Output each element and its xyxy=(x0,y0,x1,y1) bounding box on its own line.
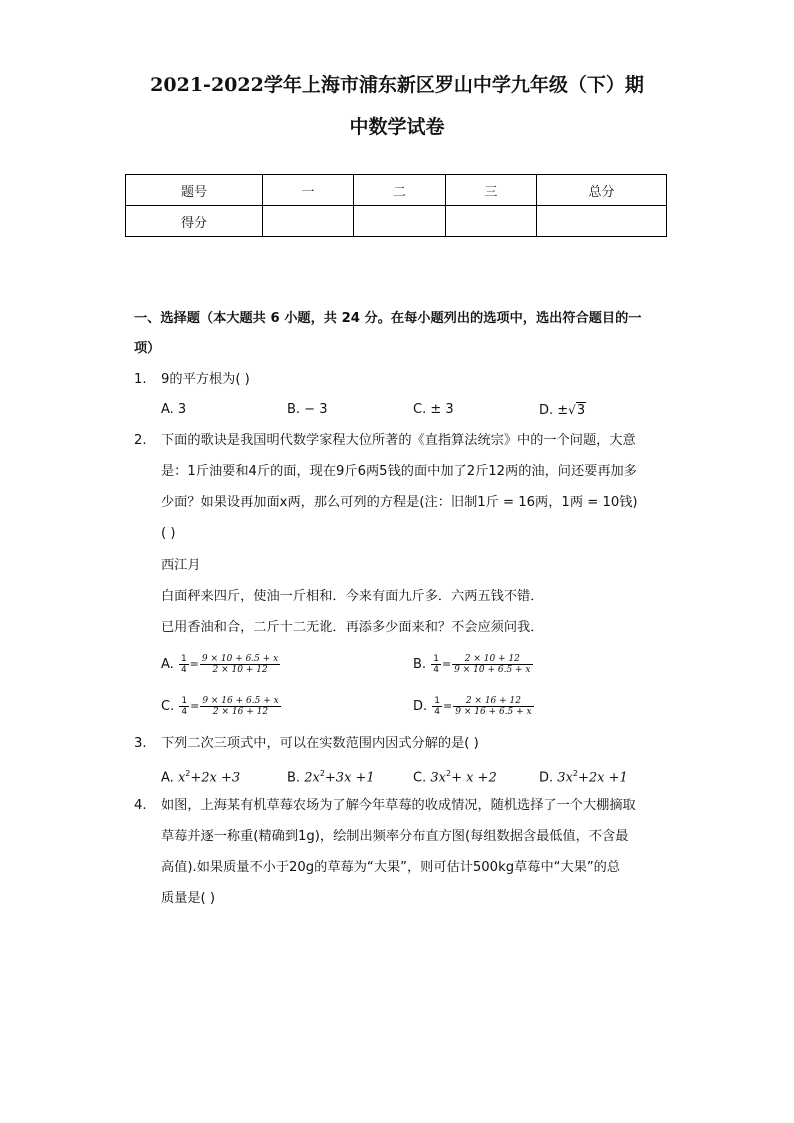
option-term: +2x +3 xyxy=(190,770,241,786)
fraction xyxy=(453,696,533,717)
question-2-line: ( ) xyxy=(161,526,176,541)
equals-sign: = xyxy=(189,657,199,671)
fraction-denominator: 4 xyxy=(433,665,439,675)
option-term: +3x +1 xyxy=(324,770,375,786)
fraction xyxy=(179,654,189,675)
page-title-line2: 中数学试卷 xyxy=(349,116,445,138)
score-cell-empty xyxy=(263,206,354,237)
score-header-cell: 总分 xyxy=(537,175,667,206)
score-header-cell: 二 xyxy=(354,175,446,206)
score-cell-empty xyxy=(446,206,537,237)
score-row-label: 得分 xyxy=(126,206,263,237)
fraction xyxy=(431,654,441,675)
fraction-numerator: 1 xyxy=(180,654,187,664)
question-number: 4. xyxy=(134,798,147,813)
q2-option-d xyxy=(413,696,535,717)
option-term: + x +2 xyxy=(451,770,497,786)
question-4-line: 草莓并逐一称重(精确到1g)，绘制出频率分布直方图(每组数据含最低值，不含最 xyxy=(161,829,629,844)
option-term: 2x xyxy=(304,770,320,786)
score-cell-empty xyxy=(537,206,667,237)
q1-option-d-radicand: 3 xyxy=(576,403,586,418)
poem-line: 已用香油和合，二斤十二无讹．再添多少面来和？不会应须问我． xyxy=(161,620,544,635)
q1-option-d-prefix: D. ± xyxy=(539,403,569,418)
option-label: D. xyxy=(539,770,554,786)
question-3-text: 下列二次三项式中，可以在实数范围内因式分解的是( ) xyxy=(161,736,479,751)
fraction xyxy=(432,696,442,717)
equals-sign: = xyxy=(441,657,452,671)
question-4-line: 高值).如果质量不小于20g的草莓为“大果”，则可估计500kg草莓中“大果”的总 xyxy=(161,860,621,875)
fraction-numerator: 2 × 16 + 12 xyxy=(453,696,533,707)
q2-option-c xyxy=(161,696,282,717)
page-title-line1: 2021-2022学年上海市浦东新区罗山中学九年级（下）期 xyxy=(150,74,644,96)
score-header-cell: 题号 xyxy=(126,175,263,206)
q3-option-d: D. $3x^2+2x +1$ xyxy=(539,769,628,786)
fraction-denominator: 4 xyxy=(180,665,187,675)
q1-option-c: C. ± 3 xyxy=(413,402,454,417)
question-1-text: 9的平方根为( ) xyxy=(161,372,250,387)
q1-option-d xyxy=(539,400,586,421)
fraction xyxy=(200,654,280,675)
question-number: 2. xyxy=(134,433,147,448)
score-header-cell: 三 xyxy=(446,175,537,206)
option-term: 3x xyxy=(430,770,446,786)
score-cell-empty xyxy=(354,206,446,237)
fraction xyxy=(179,696,189,717)
option-label: A. xyxy=(161,657,174,672)
score-table-header-row xyxy=(126,175,667,206)
question-2-line: 下面的歌诀是我国明代数学家程大位所著的《直指算法统宗》中的一个问题，大意 xyxy=(161,433,636,448)
option-term: +2x +1 xyxy=(578,770,628,786)
fraction-numerator: 1 xyxy=(434,696,441,706)
option-label: B. xyxy=(413,657,427,672)
fraction-denominator: 9 × 16 + 6.5 + x xyxy=(455,707,532,717)
fraction-numerator: 9 × 16 + 6.5 + x xyxy=(202,696,279,706)
option-label: B. xyxy=(287,770,301,786)
option-label: C. xyxy=(161,699,175,714)
fraction-denominator: 9 × 10 + 6.5 + x xyxy=(454,665,531,675)
fraction-denominator: 4 xyxy=(434,707,441,717)
sqrt-symbol: √ xyxy=(568,403,576,417)
option-label: D. xyxy=(413,699,428,714)
question-2-line: 是：1斤油要和4斤的面，现在9斤6两5钱的面中加了2斤12两的油，问还要再加多 xyxy=(161,464,637,479)
option-term: x xyxy=(177,770,186,786)
poem-title: 西江月 xyxy=(161,558,201,573)
question-4-line: 质量是( ) xyxy=(161,891,216,906)
question-2-line: 少面？如果设再加面x两，那么可列的方程是(注：旧制1斤 = 16两，1两 = 10钱) xyxy=(161,495,638,510)
fraction-denominator: 4 xyxy=(181,707,188,717)
q3-option-c: C. $3x^2+ x +2$ xyxy=(413,769,497,786)
option-term: 3x xyxy=(557,770,573,786)
option-label: C. xyxy=(413,770,427,786)
score-table xyxy=(125,174,667,237)
fraction-numerator: 1 xyxy=(181,696,188,706)
question-number: 3. xyxy=(134,736,147,751)
q3-option-a: A. $x^2+2x +3$ xyxy=(161,769,241,786)
fraction-numerator: 2 × 10 + 12 xyxy=(452,654,532,665)
section-heading: 一、选择题（本大题共 6 小题，共 24 分。在每小题列出的选项中，选出符合题目的一 xyxy=(134,311,642,326)
fraction xyxy=(200,696,280,717)
question-number: 1. xyxy=(134,372,147,387)
q3-option-b: B. $2x^2+3x +1$ xyxy=(287,769,375,786)
fraction xyxy=(452,654,532,675)
q1-option-a: A. 3 xyxy=(161,402,187,417)
score-header-cell: 一 xyxy=(263,175,354,206)
score-table-score-row xyxy=(126,206,667,237)
fraction-denominator: 2 × 10 + 12 xyxy=(212,665,268,675)
question-4-line: 如图，上海某有机草莓农场为了解今年草莓的收成情况，随机选择了一个大棚摘取 xyxy=(161,798,636,813)
q2-option-a xyxy=(161,654,281,675)
poem-line: 白面秤来四斤，使油一斤相和．今来有面九斤多．六两五钱不错． xyxy=(161,589,544,604)
fraction-numerator: 9 × 10 + 6.5 + x xyxy=(201,654,279,664)
q1-option-b: B. − 3 xyxy=(287,402,328,417)
equals-sign: = xyxy=(190,699,200,713)
fraction-numerator: 1 xyxy=(433,654,439,664)
option-label: A. xyxy=(161,770,174,786)
section-heading-cont: 项） xyxy=(134,341,161,356)
equals-sign: = xyxy=(443,699,453,713)
q2-option-b xyxy=(413,654,534,675)
fraction-denominator: 2 × 16 + 12 xyxy=(212,707,269,717)
